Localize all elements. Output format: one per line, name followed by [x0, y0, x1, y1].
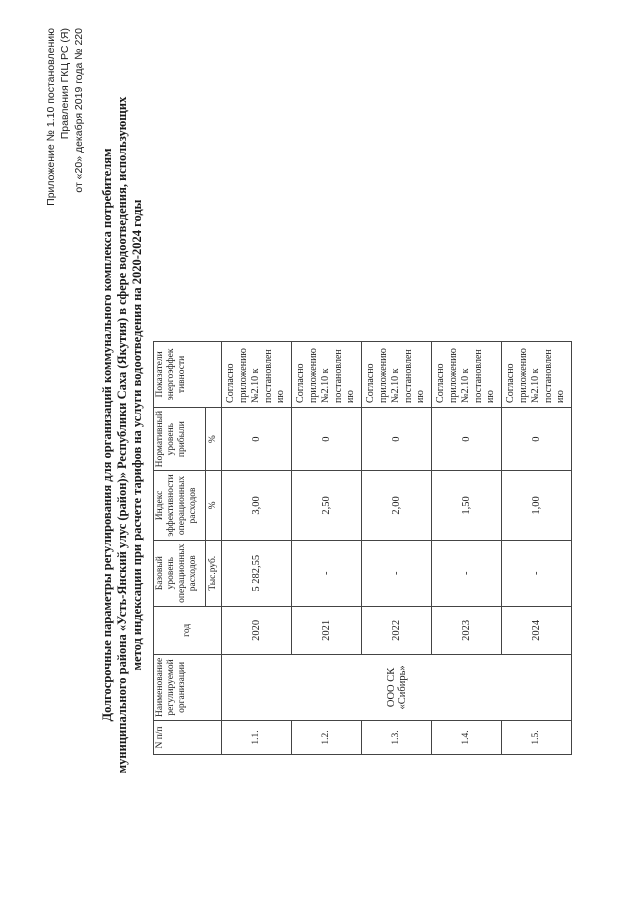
header-pokaz: Показатели энергоэффек тивности [154, 341, 222, 407]
cell-base: - [362, 540, 432, 606]
cell-index: 1,00 [502, 471, 572, 540]
cell-n: 1.4. [432, 721, 502, 755]
header-n: N п/п [154, 721, 222, 755]
title-line-2: муниципального района «Усть-Янский улус (район)» Республики Саха (Якутия) в сфере водоотведения, использующих [115, 96, 129, 774]
cell-n: 1.2. [292, 721, 362, 755]
appendix-note [44, 28, 86, 206]
cell-index: 3,00 [222, 471, 292, 540]
unit-index: % [206, 471, 222, 540]
cell-base: - [432, 540, 502, 606]
parameters-table-wrapper [153, 341, 572, 755]
header-org: Наименование регулируемой организации [154, 654, 222, 720]
cell-n: 1.1. [222, 721, 292, 755]
cell-index: 1,50 [432, 471, 502, 540]
cell-n: 1.3. [362, 721, 432, 755]
cell-base: - [502, 540, 572, 606]
cell-pokaz: Согласно приложению №2.10 к постановлен ию [362, 341, 432, 407]
header-base: Базовый уровень операционных расходов [154, 540, 206, 606]
cell-pokaz: Согласно приложению №2.10 к постановлен ию [432, 341, 502, 407]
cell-pokaz: Согласно приложению №2.10 к постановлен ию [222, 341, 292, 407]
appendix-line-1: Приложение № 1.10 постановлению [45, 28, 57, 206]
unit-base: Тыс.руб. [206, 540, 222, 606]
header-index: Индекс эффективности операционных расходов [154, 471, 206, 540]
cell-year: 2020 [222, 606, 292, 654]
table-row [222, 341, 292, 754]
cell-n: 1.5. [502, 721, 572, 755]
appendix-line-3: от «20» декабря 2019 года № 220 [73, 28, 85, 193]
cell-year: 2024 [502, 606, 572, 654]
header-norm: Нормативный уровень прибыли [154, 407, 206, 470]
cell-year: 2021 [292, 606, 362, 654]
cell-pokaz: Согласно приложению №2.10 к постановлен ию [502, 341, 572, 407]
cell-base: 5 282,55 [222, 540, 292, 606]
cell-year: 2023 [432, 606, 502, 654]
cell-year: 2022 [362, 606, 432, 654]
unit-norm: % [206, 407, 222, 470]
cell-index: 2,00 [362, 471, 432, 540]
document-title [100, 85, 145, 785]
parameters-table [153, 341, 572, 755]
cell-org-name: ООО СК «Сибирь» [222, 654, 572, 720]
cell-norm: 0 [502, 407, 572, 470]
cell-norm: 0 [222, 407, 292, 470]
cell-pokaz: Согласно приложению №2.10 к постановлен ию [292, 341, 362, 407]
cell-norm: 0 [292, 407, 362, 470]
cell-norm: 0 [432, 407, 502, 470]
title-line-3: метод индексации при расчете тарифов на услуги водоотведения на 2020-2024 годы [130, 199, 144, 671]
title-line-1: Долгосрочные параметры регулирования для организаций коммунального комплекса потребителям [100, 148, 114, 722]
table-header-row [154, 341, 206, 754]
cell-norm: 0 [362, 407, 432, 470]
cell-base: - [292, 540, 362, 606]
header-year: год [154, 606, 222, 654]
appendix-line-2: Правления ГКЦ РС (Я) [59, 28, 71, 140]
cell-index: 2,50 [292, 471, 362, 540]
